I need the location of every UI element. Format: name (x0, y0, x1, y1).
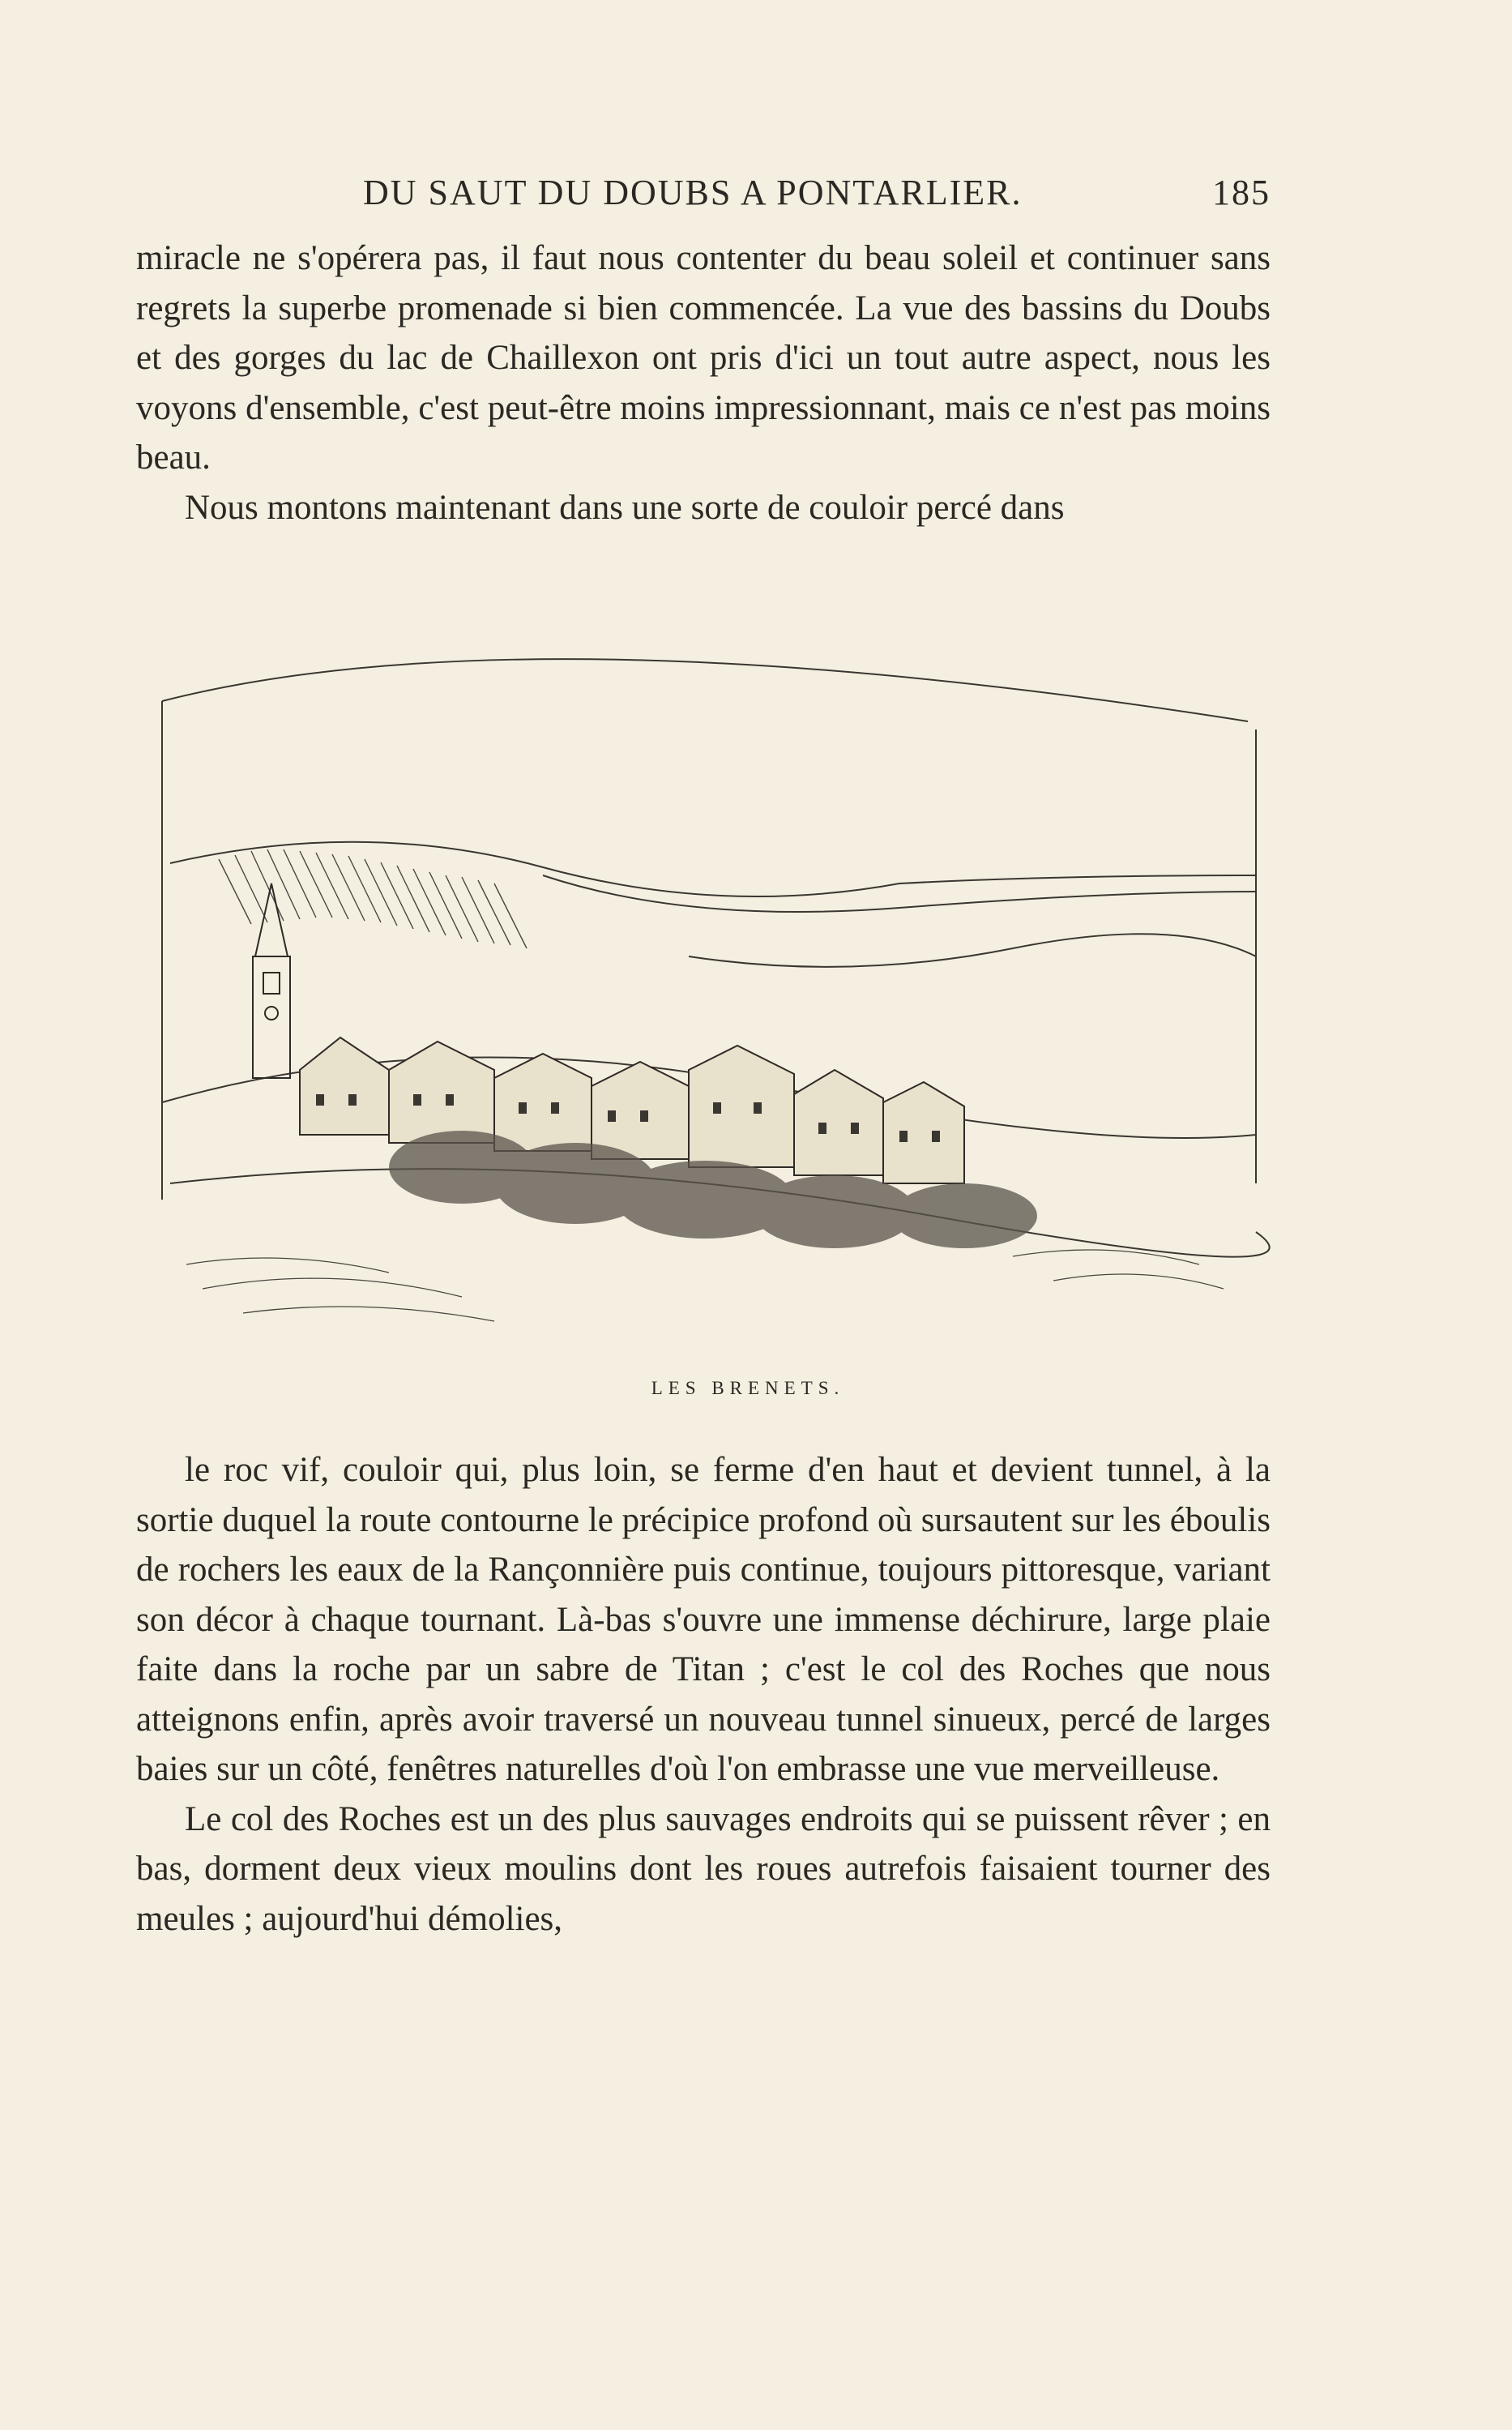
lake-shore (689, 934, 1256, 967)
paragraph: Nous montons maintenant dans une sorte de couloir percé dans (185, 488, 1065, 527)
paragraph: le roc vif, couloir qui, plus loin, se ferme d'en haut et devient tunnel, à la sortie duquel la route contourne le précipice profond où sursautent sur les éboulis de rochers les eaux de la Rançonnière puis continue, toujours pittoresque, variant son décor à chaque tournant. Là-bas s'ouvre une immense déchirure, large plaie faite dans la roche par un sabre de Titan ; c'est le col des Roches que nous atteignons enfin, après avoir traversé un nouveau tunnel sinueux, percé de larges baies sur un côté, fenêtres naturelles d'où l'on embrasse une vue merveilleuse. (136, 1451, 1271, 1788)
paragraph: Le col des Roches est un des plus sauvages endroits qui se puissent rêver ; en bas, dorment deux vieux moulins dont les roues autrefois faisaient tourner des meules ; aujourd'hui démolies, (136, 1799, 1271, 1938)
foreground-strokes (186, 1250, 1224, 1321)
hillside-hatching (219, 849, 527, 948)
illustration-caption (0, 1378, 1512, 1399)
frame-arc (162, 659, 1248, 721)
paragraph: miracle ne s'opérera pas, il faut nous contenter du beau soleil et continuer sans regrets la superbe promenade si bien commencée. La vue des bassins du Doubs et des gorges du lac de Chaillexon ont pris d'ici un tout autre aspect, nous les voyons d'ensemble, c'est peut-être moins impressionnant, mais ce n'est pas moins beau. (136, 239, 1271, 477)
running-header (136, 172, 1271, 220)
text-block-top (136, 233, 1271, 533)
hill-line (543, 875, 1256, 912)
running-title: DU SAUT DU DOUBS A PONTARLIER. (363, 173, 1023, 212)
text-block-bottom (136, 1445, 1271, 1944)
caption-text: LES BRENETS. (651, 1378, 845, 1398)
church-tower (253, 883, 290, 1078)
engraving-illustration (122, 616, 1288, 1394)
page-number: 185 (1212, 173, 1271, 212)
